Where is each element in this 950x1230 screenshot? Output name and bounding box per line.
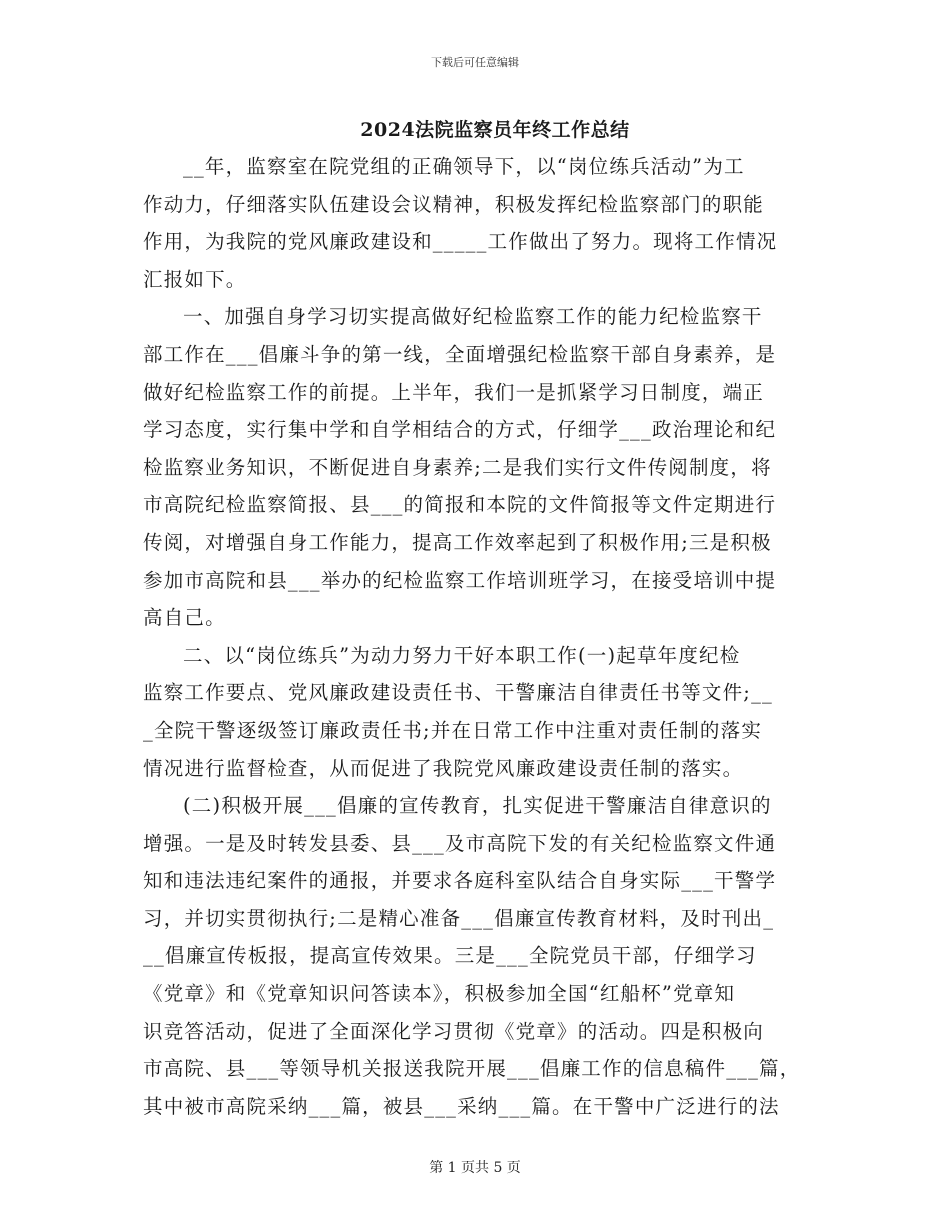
text-line: 一、加强自身学习切实提高做好纪检监察工作的能力纪检监察干 [183,305,763,329]
text-line: 做好纪检监察工作的前提。上半年，我们一是抓紧学习日制度，端正 [143,380,765,404]
text-line: 市高院、县___等领导机关报送我院开展___倡廉工作的信息稿件___篇， [143,1057,801,1081]
text-line: 市高院纪检监察简报、县___的简报和本院的文件简报等文件定期进行 [143,493,777,517]
text-line: 情况进行监督检查，从而促进了我院党风廉政建设责任制的落实。 [143,756,744,780]
document-title: 2024法院监察员年终工作总结 [360,119,630,141]
text-line: __年，监察室在院党组的正确领导下，以“岗位练兵活动”为工 [183,155,745,178]
document-body [143,148,811,1125]
text-line: 参加市高院和县___举办的纪检监察工作培训班学习，在接受培训中提 [143,568,777,592]
text-line: 习，并切实贯彻执行;二是精心准备___倡廉宣传教育材料，及时刊出_ [143,906,775,930]
text-line: 其中被市高院采纳___篇，被县___采纳___篇。在干警中广泛进行的法 [143,1094,780,1118]
text-line: 传阅，对增强自身工作能力，提高工作效率起到了积极作用;三是积极 [143,530,772,554]
text-line: 《党章》和《党章知识问答读本》，积极参加全国“红船杯”党章知 [143,982,736,1006]
text-line: 识竞答活动，促进了全面深化学习贯彻《党章》的活动。四是积极向 [143,1019,765,1043]
text-line: 增强。一是及时转发县委、县___及市高院下发的有关纪检监察文件通 [143,831,777,855]
page-footer: 第 1 页共 5 页 [429,1160,521,1176]
text-line: _全院干警逐级签订廉政责任书;并在日常工作中注重对责任制的落实 [143,718,763,742]
text-line: __倡廉宣传板报，提高宣传效果。三是___全院党员干部，仔细学习 [143,944,757,968]
text-line: 作用，为我院的党风廉政建设和_____工作做出了努力。现将工作情况 [143,230,778,254]
text-line: 汇报如下。 [143,267,247,291]
text-line: 监察工作要点、党风廉政建设责任书、干警廉洁自律责任书等文件;__ [143,681,773,705]
text-line: 作动力，仔细落实队伍建设会议精神，积极发挥纪检监察部门的职能 [143,192,765,216]
text-line: 知和违法违纪案件的通报，并要求各庭科室队结合自身实际___干警学 [143,869,777,893]
text-line: (二)积极开展___倡廉的宣传教育，扎实促进干警廉洁自律意识的 [183,794,772,818]
text-line: 高自己。 [143,606,226,630]
text-line: 二、以“岗位练兵”为动力努力干好本职工作(一)起草年度纪检 [183,643,741,667]
header-note: 下载后可任意编辑 [431,56,519,69]
text-line: 部工作在___倡廉斗争的第一线，全面增强纪检监察干部自身素养，是 [143,342,777,366]
text-line: 学习态度，实行集中学和自学相结合的方式，仔细学___政治理论和纪 [143,418,777,442]
text-line: 检监察业务知识，不断促进自身素养;二是我们实行文件传阅制度，将 [143,455,772,479]
